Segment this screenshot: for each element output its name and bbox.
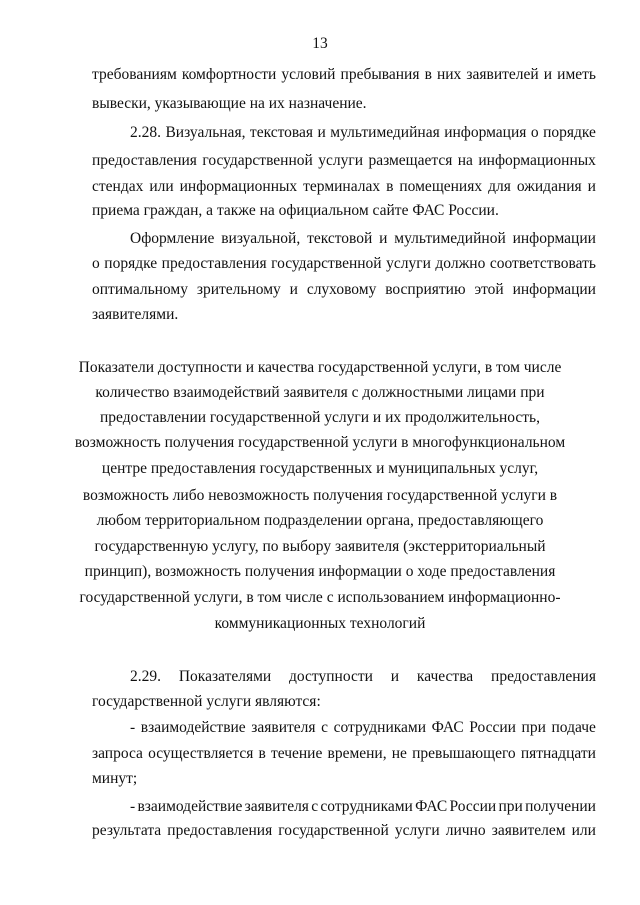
list-item-line xyxy=(130,715,596,741)
word: России xyxy=(449,798,497,815)
word: визуальной, xyxy=(221,230,301,247)
word: России xyxy=(469,719,516,736)
word: - xyxy=(130,798,136,815)
word: мультимедийная xyxy=(330,124,440,141)
word: запроса xyxy=(92,745,143,762)
word: пятнадцати xyxy=(520,745,596,762)
word: государственной xyxy=(271,255,382,272)
word: них xyxy=(436,66,462,83)
section-heading-line: принцип), возможность получения информации о ходе предоставления xyxy=(84,563,556,580)
section-heading-line: коммуникационных технологий xyxy=(214,615,426,632)
word: заявителей xyxy=(466,66,539,83)
word: информационных xyxy=(478,152,596,169)
word: информации xyxy=(512,230,596,247)
word: заявителем xyxy=(491,822,566,839)
paragraph-line xyxy=(130,120,596,146)
word: превышающего xyxy=(412,745,516,762)
word: взаимодействие xyxy=(140,719,246,736)
word: или xyxy=(149,178,174,195)
word: размещается xyxy=(368,152,453,169)
paragraph-line xyxy=(130,664,596,690)
word: в xyxy=(424,66,432,83)
section-heading-line: центре предоставления государственных и муниципальных услуг, xyxy=(101,460,539,477)
word: ФАС xyxy=(431,719,464,736)
word: и xyxy=(379,230,388,247)
word: на xyxy=(457,152,473,169)
word: предоставления xyxy=(167,822,273,839)
paragraph-line xyxy=(130,226,596,252)
word: ожидания xyxy=(516,178,582,195)
word: стендах xyxy=(92,178,144,195)
section-heading-line: количество взаимодействий заявителя с должностными лицами при xyxy=(95,384,545,401)
word: информация xyxy=(444,124,527,141)
word: предоставления xyxy=(92,152,197,169)
word: терминалах xyxy=(303,178,381,195)
word: заявителя xyxy=(244,798,309,815)
word: с xyxy=(311,798,319,815)
word: государственной xyxy=(278,822,389,839)
word: оптимальному xyxy=(92,281,188,298)
paragraph-line xyxy=(92,277,596,303)
word: помещениях xyxy=(399,178,483,195)
word: результата xyxy=(92,822,162,839)
section-heading-line: возможность получения государственной услуги в многофункциональном xyxy=(74,434,566,451)
page-number: 13 xyxy=(312,35,328,52)
word: и xyxy=(390,668,400,685)
word: зрительному xyxy=(196,281,281,298)
word: восприятию xyxy=(385,281,466,298)
word: услуги xyxy=(386,255,431,272)
word: предоставления xyxy=(161,255,267,272)
word: и xyxy=(543,66,553,83)
word: ФАС xyxy=(415,798,448,815)
word: о xyxy=(530,124,539,141)
word: времени, xyxy=(327,745,387,762)
paragraph-line xyxy=(92,251,596,277)
word: осуществляется xyxy=(148,745,254,762)
word: требованиям xyxy=(92,66,177,83)
word: при xyxy=(521,719,546,736)
word: качества xyxy=(416,668,474,685)
word: получении xyxy=(525,798,596,815)
word: при xyxy=(498,798,523,815)
word: сотрудниками xyxy=(320,798,413,815)
list-item-line xyxy=(92,818,596,844)
word: 2.28. xyxy=(130,124,161,141)
word: сотрудниками xyxy=(333,719,427,736)
section-heading-line: государственную услугу, по выбору заявителя (экстерриториальный xyxy=(94,538,546,555)
word: комфортности xyxy=(181,66,277,83)
word: услуги xyxy=(318,152,364,169)
paragraph-line: вывески, указывающие на их назначение. xyxy=(92,95,367,112)
word: текстовая xyxy=(249,124,314,141)
word: не xyxy=(391,745,407,762)
word: Показателями xyxy=(178,668,272,685)
word: для xyxy=(488,178,511,195)
list-item-line xyxy=(130,794,596,820)
word: заявителя xyxy=(251,719,316,736)
word: и xyxy=(289,281,298,298)
word: и xyxy=(587,178,596,195)
word: информационных xyxy=(179,178,298,195)
paragraph-line xyxy=(92,148,596,174)
list-item-line: минут; xyxy=(92,770,138,787)
paragraph-line: приема граждан, а также на официальном сайте ФАС России. xyxy=(92,202,499,219)
word: пребывания xyxy=(340,66,420,83)
section-heading-line: возможность либо невозможность получения государственной услуги в xyxy=(82,487,558,504)
section-heading-line: любом территориальном подразделении органа, предоставляющего xyxy=(96,512,544,529)
word: информации xyxy=(512,281,596,298)
paragraph-line: заявителями. xyxy=(92,306,179,323)
word: условий xyxy=(281,66,336,83)
word: текстовой xyxy=(307,230,373,247)
word: - xyxy=(130,719,136,736)
word: соответствовать xyxy=(489,255,596,272)
word: порядке xyxy=(543,124,596,141)
word: государственной xyxy=(202,152,313,169)
section-heading-line: государственной услуги, в том числе с использованием информационно- xyxy=(79,589,561,606)
word: иметь xyxy=(557,66,596,83)
word: этой xyxy=(474,281,504,298)
word: течение xyxy=(270,745,323,762)
word: и xyxy=(317,124,326,141)
word: с xyxy=(321,719,328,736)
word: подаче xyxy=(551,719,596,736)
section-heading-line: Показатели доступности и качества государственной услуги, в том числе xyxy=(78,359,562,376)
word: о xyxy=(92,255,100,272)
word: доступности xyxy=(289,668,373,685)
word: должно xyxy=(435,255,486,272)
word: в xyxy=(386,178,394,195)
word: мультимедийной xyxy=(394,230,506,247)
word: услуги xyxy=(394,822,440,839)
word: взаимодействие xyxy=(137,798,243,815)
word: или xyxy=(571,822,596,839)
word: Визуальная, xyxy=(165,124,246,141)
paragraph-line xyxy=(92,174,596,200)
paragraph-line xyxy=(92,62,596,88)
word: Оформление xyxy=(130,230,215,247)
word: 2.29. xyxy=(130,668,161,685)
paragraph-line: государственной услуги являются: xyxy=(92,693,321,710)
word: предоставления xyxy=(491,668,596,685)
section-heading-line: предоставлении государственной услуги и их продолжительность, xyxy=(99,409,541,426)
word: слуховому xyxy=(306,281,377,298)
word: порядке xyxy=(104,255,158,272)
list-item-line xyxy=(92,741,596,767)
word: в xyxy=(258,745,266,762)
word: лично xyxy=(445,822,486,839)
